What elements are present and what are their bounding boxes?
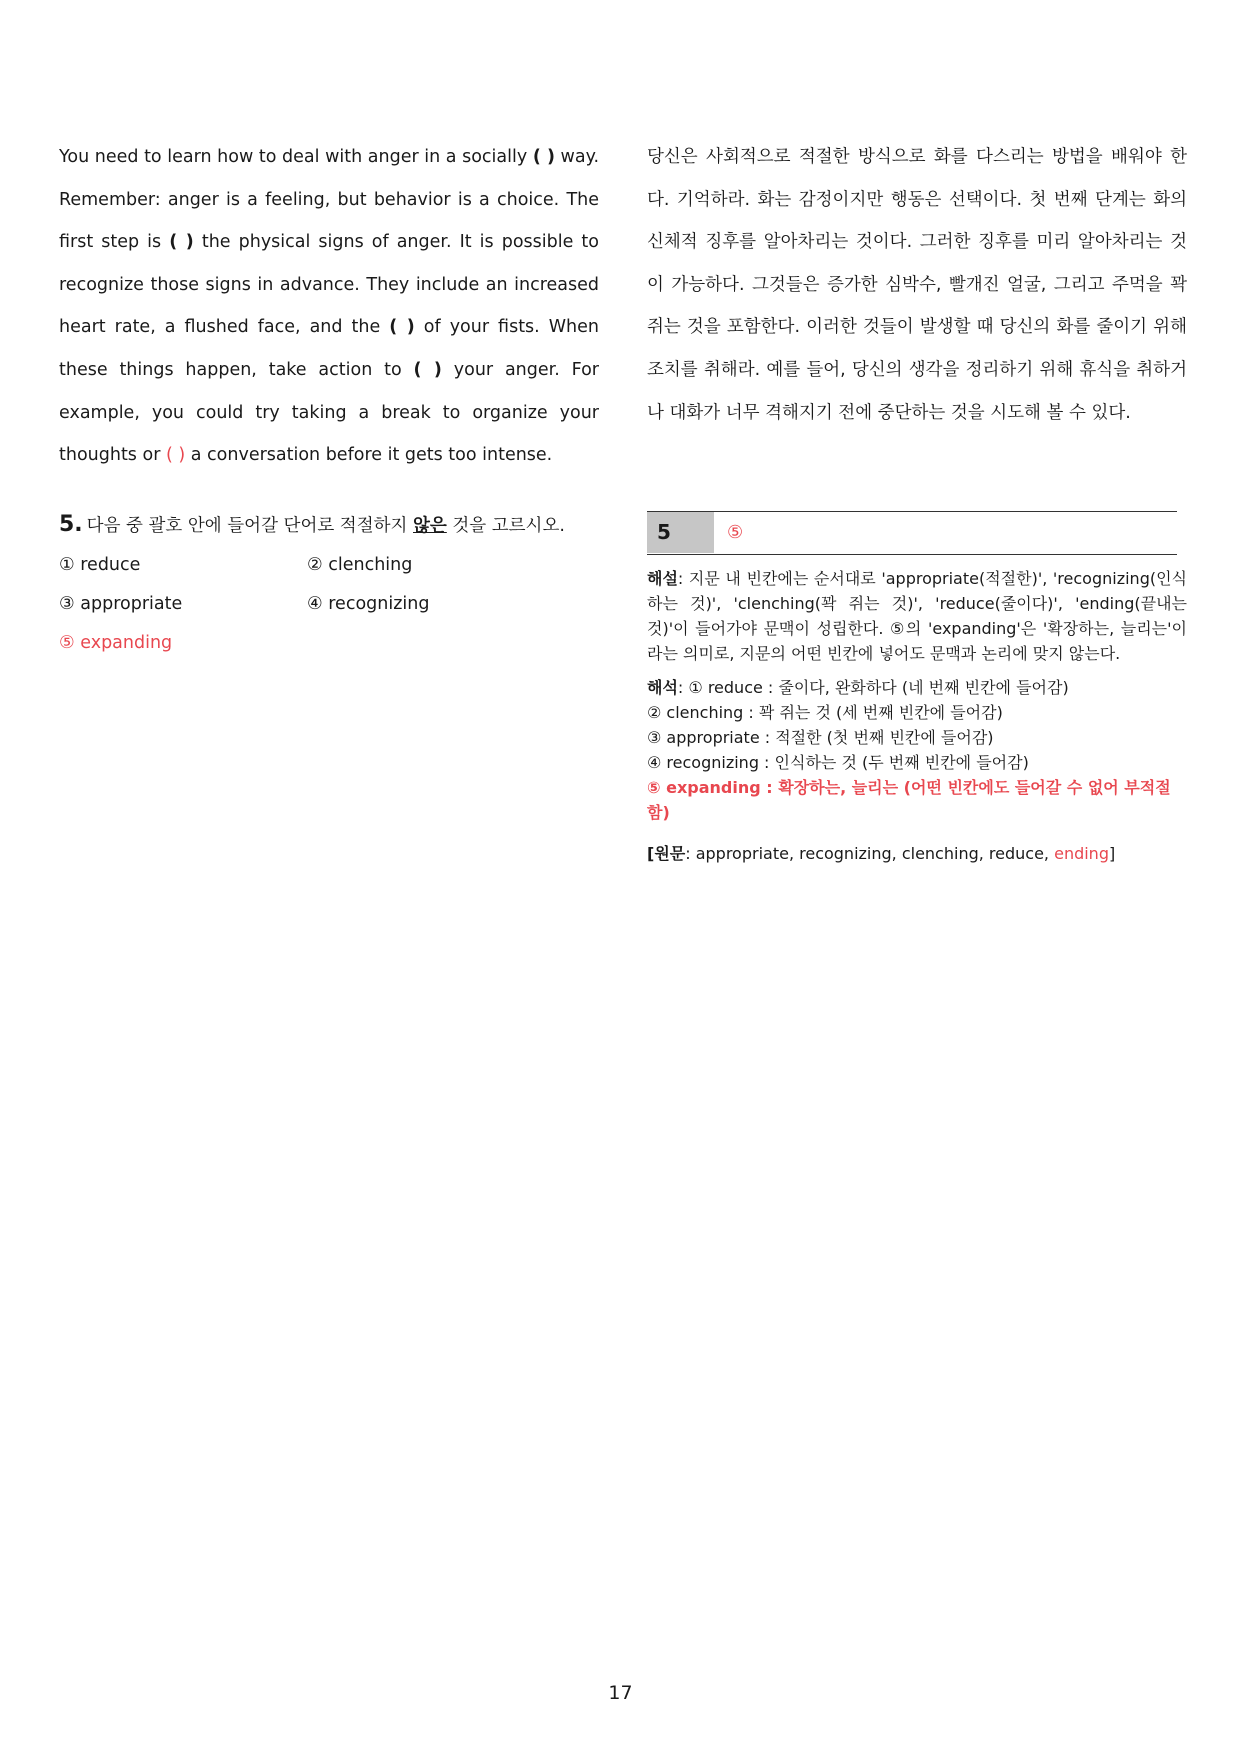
question-text: 것을 고르시오.	[446, 516, 565, 536]
option-4: ④ recognizing	[307, 594, 430, 614]
source-label: [원문	[647, 844, 686, 863]
passage-text: your anger. For example, you could try taking a break to organize your thoughts or	[59, 359, 599, 466]
answer-value: ⑤	[727, 522, 744, 543]
page-number: 17	[608, 1682, 633, 1704]
passage-text: a conversation before it gets too intense.	[185, 445, 553, 466]
question-text: 다음 중 괄호 안에 들어갈 단어로 적절하지	[86, 516, 413, 536]
blank-3: ( )	[389, 317, 415, 338]
option-1: ① reduce	[59, 555, 141, 575]
question-number: 5.	[59, 512, 83, 537]
answer-header	[647, 511, 1177, 555]
gloss-label: 해석	[647, 678, 678, 697]
source-highlight: ending	[1054, 844, 1109, 863]
gloss-row: ⑤ expanding : 확장하는, 늘리는 (어떤 빈칸에도 들어갈 수 없어 부적절함)	[647, 778, 1171, 822]
gloss-row: 해석: ① reduce : 줄이다, 완화하다 (네 번째 빈칸에 들어감)	[647, 678, 1069, 697]
explanation	[647, 566, 1187, 666]
question-prompt	[59, 512, 599, 537]
passage-text: You need to learn how to deal with anger in a socially	[59, 147, 533, 167]
blank-5: ( )	[165, 445, 186, 466]
korean-translation: 당신은 사회적으로 적절한 방식으로 화를 다스리는 방법을 배워야 한다. 기억하라. 화는 감정이지만 행동은 선택이다. 첫 번째 단계는 화의 신체적 징후를 알아차리는 것이다. 그러한 징후를 미리 알아차리는 것이 가능하다. 그것들은 증가한 심박수, 빨개진 얼굴, 그리고 주먹을 꽉 쥐는 것을 포함한다. 이러한 것들이 발생할 때 당신의 화를 줄이기 위해 조치를 취해라. 예를 들어, 당신의 생각을 정리하기 위해 휴식을 취하거나 대화가 너무 격해지기 전에 중단하는 것을 시도해 볼 수 있다.	[647, 147, 1187, 423]
english-passage	[59, 136, 599, 477]
gloss-row: ④ recognizing : 인식하는 것 (두 번째 빈칸에 들어감)	[647, 753, 1029, 772]
option-2: ② clenching	[307, 555, 413, 575]
blank-1: ( )	[532, 147, 555, 167]
question-emphasis: 않은	[413, 516, 447, 536]
explanation-text: : 지문 내 빈칸에는 순서대로 'appropriate(적절한)', 'recognizing(인식하는 것)', 'clenching(꽉 쥐는 것)', 'reduce(줄이다)', 'ending(끝내는 것)'이 들어가야 문맥이 성립한다. ⑤의 'expanding'은 '확장하는, 늘리는'이라는 의미로, 지문의 어떤 빈칸에 넣어도 문맥과 논리에 맞지 않는다.	[647, 569, 1187, 663]
source-words: [원문: appropriate, recognizing, clenching, reduce, ending]	[647, 844, 1116, 863]
option-3: ③ appropriate	[59, 594, 183, 614]
passage-text: of your fists. When these things happen, take action to	[59, 317, 600, 380]
gloss-row: ② clenching : 꽉 쥐는 것 (세 번째 빈칸에 들어감)	[647, 703, 1003, 722]
option-5: ⑤ expanding	[59, 633, 173, 653]
blank-4: ( )	[413, 359, 442, 380]
passage-text: way. Remember: anger is a feeling, but behavior is a choice. The first step is	[59, 147, 600, 253]
answer-number: 5	[647, 512, 714, 553]
gloss-row: ③ appropriate : 적절한 (첫 번째 빈칸에 들어감)	[647, 728, 994, 747]
passage-text: the physical signs of anger. It is possible to recognize those signs in advance. They include an increased heart rate, a flushed face, and the	[59, 232, 599, 338]
blank-2: ( )	[169, 232, 194, 253]
word-gloss	[647, 675, 1187, 825]
explanation-label: 해설	[647, 569, 678, 588]
